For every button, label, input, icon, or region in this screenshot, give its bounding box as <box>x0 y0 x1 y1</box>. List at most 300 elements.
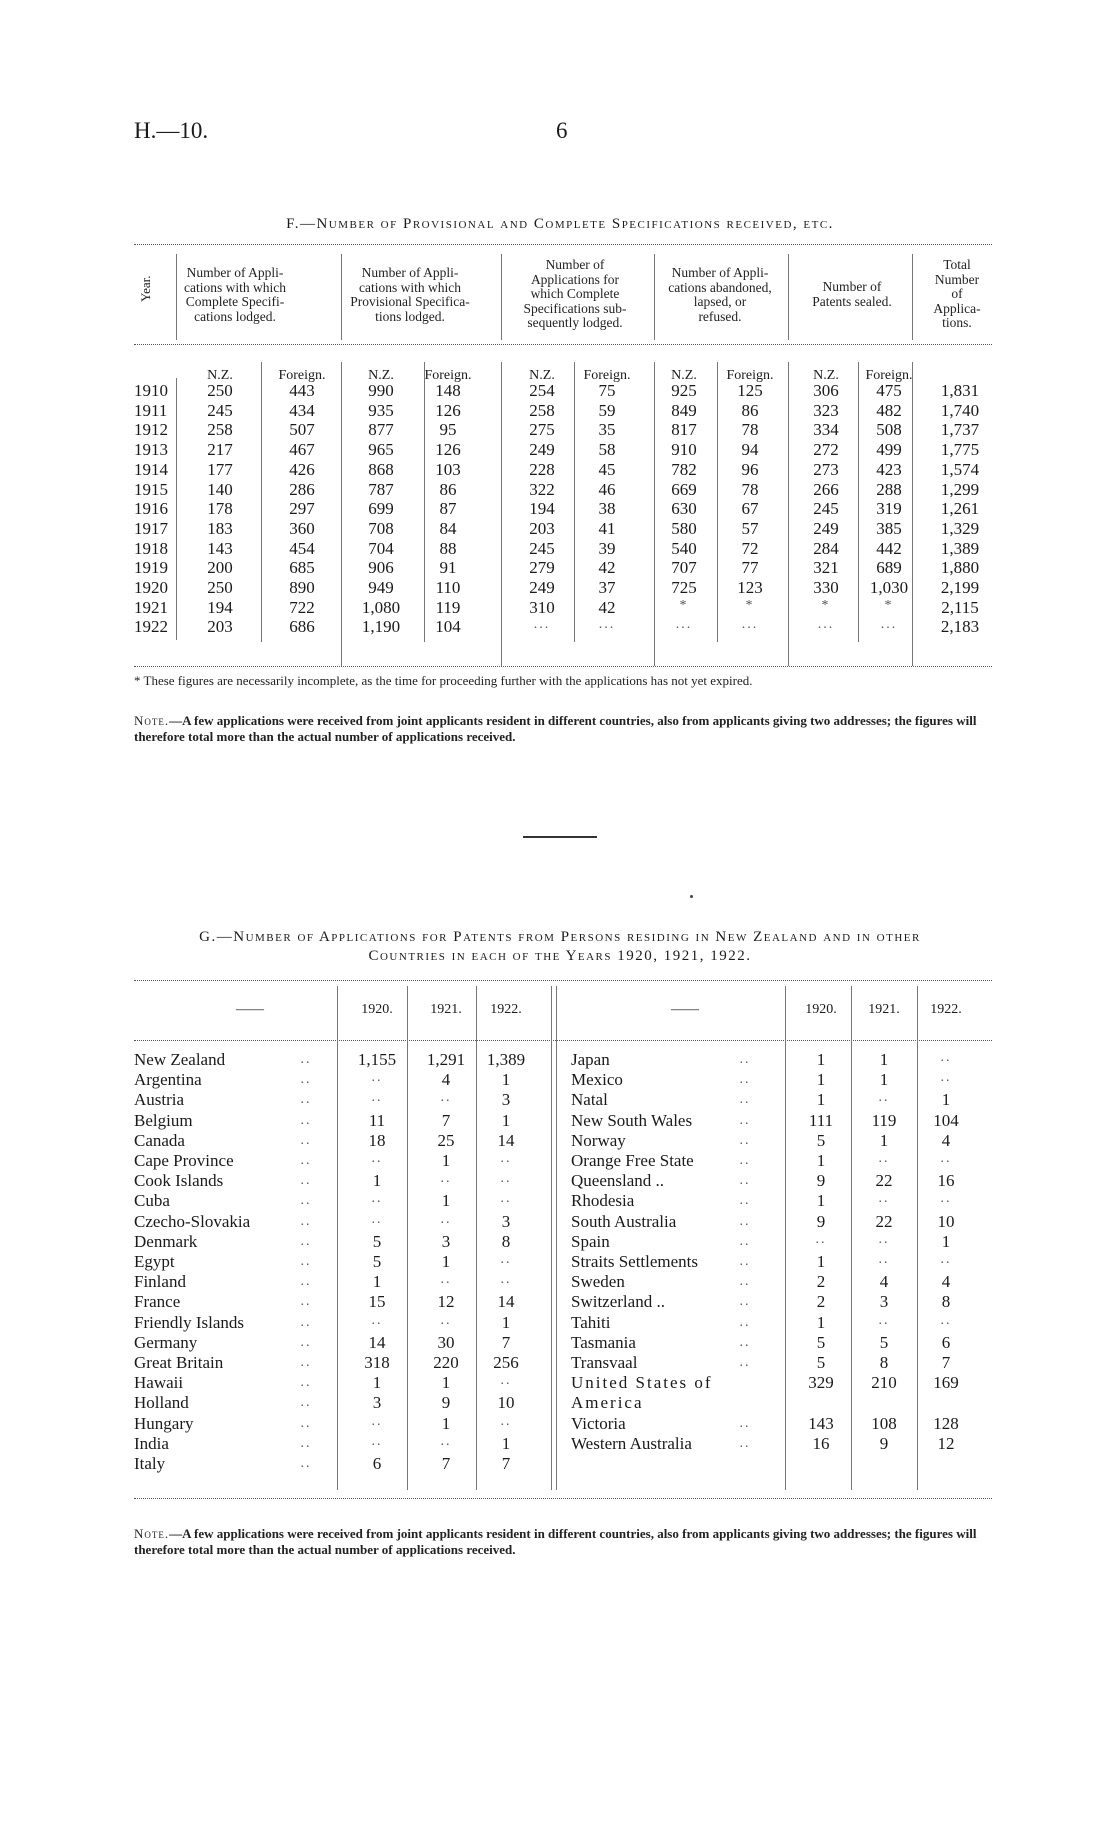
table-cell: 2,115 <box>941 597 979 617</box>
table-cell: 910 <box>671 440 697 460</box>
table-cell: 111 <box>808 1110 834 1130</box>
table-cell: 1,030 <box>869 578 909 597</box>
table-cell: 4 <box>941 1272 951 1292</box>
country-name: Switzerland .. <box>571 1292 665 1312</box>
leader-dots: .. <box>300 1294 312 1310</box>
table-cell: 78 <box>741 479 759 499</box>
table-cell: .. <box>440 1171 452 1187</box>
column-rule <box>424 362 425 642</box>
leader-dots: .. <box>300 1233 312 1249</box>
table-cell: .. <box>940 1252 952 1267</box>
table-cell: 143 <box>808 1413 834 1433</box>
table-cell: 249 <box>529 440 555 460</box>
country-name: Hungary <box>134 1413 194 1433</box>
table-cell: 1 <box>816 1252 826 1271</box>
table-cell: .. <box>500 1191 512 1207</box>
table-cell: ... <box>598 617 616 633</box>
table-cell: 178 <box>207 499 233 519</box>
column-rule <box>556 986 557 1490</box>
table-cell: 250 <box>207 578 233 597</box>
country-name: Norway <box>571 1130 626 1150</box>
table-cell: 2,199 <box>940 578 980 597</box>
table-f-footnote: * These figures are necessarily incomplete, as the time for proceeding further with the applications has not yet expired. <box>134 673 753 688</box>
leader-dots: .. <box>739 1173 751 1189</box>
table-cell: * <box>745 597 755 613</box>
table-cell: 91 <box>439 558 457 578</box>
table-cell: 3 <box>879 1292 889 1312</box>
speck <box>690 895 693 898</box>
table-cell: 7 <box>501 1332 511 1352</box>
table-cell: 580 <box>671 518 697 538</box>
table-f-bottom-rule <box>134 666 992 667</box>
table-cell: 245 <box>207 400 233 420</box>
table-cell: 288 <box>876 479 902 499</box>
table-cell: 685 <box>289 558 315 578</box>
table-cell: .. <box>371 1151 383 1166</box>
table-cell: 4 <box>879 1272 889 1292</box>
country-name: Natal <box>571 1090 608 1110</box>
table-cell: 59 <box>598 400 616 420</box>
table-cell: 443 <box>289 381 315 400</box>
country-name: New Zealand <box>134 1050 226 1069</box>
table-cell: 210 <box>871 1373 897 1393</box>
table-cell: 708 <box>368 518 394 538</box>
leader-dots: .. <box>300 1355 312 1370</box>
section-divider <box>523 836 597 838</box>
table-cell: 67 <box>741 499 759 519</box>
table-cell: .. <box>940 1070 952 1086</box>
table-cell: 22 <box>875 1171 893 1191</box>
table-cell: .. <box>940 1312 952 1328</box>
leader-dots: .. <box>300 1072 312 1088</box>
year-header: 1922. <box>930 1002 962 1017</box>
table-cell: 4 <box>941 1130 951 1150</box>
table-g-head-rule <box>134 1040 992 1041</box>
country-name: Tahiti <box>571 1312 611 1332</box>
column-rule <box>858 362 859 642</box>
table-cell: 722 <box>289 597 315 617</box>
table-cell: 1,389 <box>940 538 980 558</box>
table-f-title: F.—Number of Provisional and Complete Specifications received, etc. <box>286 216 834 232</box>
table-cell: 3 <box>501 1211 511 1231</box>
table-cell: 949 <box>368 578 394 597</box>
leader-dots: .. <box>300 1112 312 1128</box>
table-cell: 1 <box>879 1050 889 1069</box>
table-cell: 58 <box>598 440 616 460</box>
column-rule <box>788 362 789 666</box>
column-rule <box>551 986 552 1490</box>
table-cell: .. <box>440 1272 452 1288</box>
leader-dots: .. <box>739 1294 751 1310</box>
table-cell: 306 <box>813 381 839 400</box>
col-header-total: Total Number of Applica- tions. <box>933 257 981 330</box>
table-cell: 1,155 <box>357 1050 397 1069</box>
table-cell: 2 <box>816 1292 826 1312</box>
table-cell: 3 <box>441 1231 451 1251</box>
table-cell: .. <box>878 1191 890 1207</box>
table-cell: 72 <box>741 538 759 558</box>
table-cell: 1 <box>816 1090 826 1110</box>
table-cell: 14 <box>497 1292 515 1312</box>
table-cell: 256 <box>493 1353 519 1372</box>
table-cell: 1 <box>816 1191 826 1211</box>
table-cell: 258 <box>207 420 233 440</box>
table-cell: 203 <box>207 617 233 637</box>
table-cell: ... <box>675 617 693 633</box>
table-cell: .. <box>878 1231 890 1247</box>
table-cell: 1 <box>816 1312 826 1332</box>
table-cell: 1 <box>372 1171 382 1191</box>
table-cell: 7 <box>501 1454 511 1473</box>
table-cell: 220 <box>433 1353 459 1372</box>
table-cell: 699 <box>368 499 394 519</box>
table-cell: 1 <box>816 1050 826 1069</box>
country-name: Friendly Islands <box>134 1312 245 1332</box>
table-cell: 334 <box>813 420 839 440</box>
table-g-note <box>134 1526 992 1558</box>
table-cell: 86 <box>741 400 759 420</box>
table-f-top-rule <box>134 244 992 245</box>
table-cell: 217 <box>207 440 233 460</box>
table-cell: .. <box>371 1090 383 1106</box>
table-cell: 284 <box>813 538 839 558</box>
table-cell: ... <box>817 617 835 633</box>
table-cell: 258 <box>529 400 555 420</box>
table-cell: * <box>884 597 894 613</box>
table-cell: 126 <box>435 400 461 420</box>
table-cell: 1 <box>441 1413 451 1433</box>
table-cell: 385 <box>876 518 902 538</box>
table-cell: 104 <box>933 1110 959 1130</box>
table-row-year: 1911 <box>134 400 168 420</box>
table-cell: .. <box>440 1312 452 1328</box>
table-cell: 508 <box>876 420 902 440</box>
table-cell: 322 <box>529 479 555 499</box>
table-cell: 9 <box>441 1393 451 1413</box>
table-cell: 110 <box>435 578 461 597</box>
table-cell: .. <box>500 1252 512 1267</box>
sub-header-foreign: Foreign. <box>424 368 472 383</box>
table-cell: 194 <box>207 597 233 617</box>
leader-dots: .. <box>300 1415 312 1431</box>
table-cell: 87 <box>439 499 457 519</box>
table-cell: .. <box>371 1191 383 1207</box>
table-cell: 1 <box>816 1151 826 1170</box>
table-cell: 272 <box>813 440 839 460</box>
column-rule <box>341 254 342 340</box>
table-cell: 148 <box>435 381 461 400</box>
column-rule <box>717 362 718 642</box>
country-name: Mexico <box>571 1070 623 1090</box>
table-cell: 84 <box>439 518 457 538</box>
table-cell: 266 <box>813 479 839 499</box>
table-cell: 5 <box>372 1231 382 1251</box>
leader-dots: .. <box>300 1193 312 1209</box>
country-name: Spain <box>571 1231 610 1251</box>
table-row-year: 1910 <box>134 381 168 400</box>
year-header: 1921. <box>430 1002 462 1017</box>
table-cell: 275 <box>529 420 555 440</box>
table-cell: 1,880 <box>940 558 980 578</box>
table-cell: 1,831 <box>940 381 980 400</box>
country-name: Western Australia <box>571 1433 692 1453</box>
table-cell: 273 <box>813 459 839 479</box>
table-cell: 16 <box>937 1171 955 1191</box>
table-cell: 41 <box>598 518 616 538</box>
table-cell: 6 <box>372 1454 382 1473</box>
table-cell: 6 <box>941 1332 951 1352</box>
table-cell: 426 <box>289 459 315 479</box>
table-cell: 906 <box>368 558 394 578</box>
column-rule <box>476 986 477 1490</box>
table-cell: 686 <box>289 617 315 637</box>
table-cell: 2 <box>816 1272 826 1292</box>
leader-dots: .. <box>300 1314 312 1330</box>
column-rule <box>912 362 913 666</box>
table-cell: 2,183 <box>940 617 980 637</box>
table-cell: 245 <box>813 499 839 519</box>
table-cell: 360 <box>289 518 315 538</box>
leader-dots: .. <box>300 1153 312 1168</box>
table-cell: 143 <box>207 538 233 558</box>
year-header: Year. <box>138 275 153 302</box>
table-cell: 45 <box>598 459 616 479</box>
table-cell: 1 <box>941 1090 951 1110</box>
leader-dots: .. <box>300 1375 312 1391</box>
column-rule <box>341 362 342 666</box>
leader-dots: .. <box>300 1435 312 1451</box>
table-row-year: 1914 <box>134 459 168 479</box>
column-rule <box>501 254 502 340</box>
leader-dots: .. <box>739 1435 751 1451</box>
table-cell: 194 <box>529 499 555 519</box>
table-cell: 30 <box>437 1332 455 1352</box>
table-cell: 249 <box>813 518 839 538</box>
table-cell: 119 <box>435 597 461 617</box>
note-text: —A few applications were received from joint applicants resident in different countries, also from applicants giving two addresses; the figures will therefore total more than the actual number of applications received. <box>134 1526 977 1557</box>
table-cell: 12 <box>437 1292 455 1312</box>
table-cell: 10 <box>937 1211 955 1231</box>
sub-header-nz: N.Z. <box>529 368 555 383</box>
table-row-year: 1920 <box>134 578 168 597</box>
table-row-year: 1921 <box>134 597 168 617</box>
table-cell: 787 <box>368 479 394 499</box>
country-name: Canada <box>134 1130 185 1150</box>
table-cell: 423 <box>876 459 902 479</box>
leader-dots: .. <box>739 1334 751 1350</box>
table-cell: 9 <box>816 1211 826 1231</box>
table-cell: 77 <box>741 558 759 578</box>
country-name: Italy <box>134 1454 166 1473</box>
table-cell: 1,190 <box>361 617 401 637</box>
leader-dots: .. <box>739 1052 751 1067</box>
table-cell: 442 <box>876 538 902 558</box>
table-cell: 704 <box>368 538 394 558</box>
table-cell: 1,261 <box>940 499 980 519</box>
column-rule <box>917 986 918 1490</box>
table-row-year: 1922 <box>134 617 168 637</box>
country-name: Transvaal <box>571 1353 638 1372</box>
col-header-abandoned: Number of Appli- cations abandoned, lapsed, or refused. <box>668 265 772 324</box>
table-cell: 123 <box>737 578 763 597</box>
table-cell: ... <box>741 617 759 633</box>
table-cell: 119 <box>871 1110 897 1130</box>
table-cell: 1 <box>501 1070 511 1090</box>
table-cell: 297 <box>289 499 315 519</box>
table-cell: 707 <box>671 558 697 578</box>
table-cell: 35 <box>598 420 616 440</box>
table-cell: ... <box>533 617 551 633</box>
table-row-year: 1916 <box>134 499 168 519</box>
sub-header-foreign: Foreign. <box>865 368 913 383</box>
country-name: South Australia <box>571 1211 677 1231</box>
table-cell: .. <box>500 1373 512 1389</box>
country-name: Orange Free State <box>571 1151 694 1170</box>
table-cell: .. <box>371 1312 383 1328</box>
table-cell: 890 <box>289 578 315 597</box>
table-cell: * <box>679 597 689 613</box>
table-cell: 1 <box>941 1231 951 1251</box>
table-cell: 1 <box>372 1272 382 1292</box>
table-cell: 94 <box>741 440 759 460</box>
country-name: Hawaii <box>134 1373 184 1393</box>
table-cell: 1 <box>372 1373 382 1393</box>
country-name: Tasmania <box>571 1332 636 1352</box>
leader-dots: .. <box>739 1072 751 1088</box>
table-cell: 7 <box>441 1454 451 1473</box>
table-cell: 22 <box>875 1211 893 1231</box>
table-cell: 42 <box>598 597 616 617</box>
table-cell: .. <box>440 1211 452 1227</box>
table-cell: 25 <box>437 1130 455 1150</box>
table-cell: 323 <box>813 400 839 420</box>
table-row-year: 1912 <box>134 420 168 440</box>
table-row-year: 1913 <box>134 440 168 460</box>
leader-dots: .. <box>300 1456 312 1471</box>
table-cell: 18 <box>368 1130 386 1150</box>
country-name: Japan <box>571 1050 610 1069</box>
leader-dots: .. <box>739 1415 751 1431</box>
country-name: Czecho-Slovakia <box>134 1211 251 1231</box>
table-cell: 14 <box>368 1332 386 1352</box>
table-cell: 1,389 <box>486 1050 526 1069</box>
table-cell: 1 <box>501 1433 511 1453</box>
column-rule <box>654 254 655 340</box>
leader-dots: .. <box>739 1233 751 1249</box>
table-cell: 200 <box>207 558 233 578</box>
table-cell: .. <box>878 1151 890 1166</box>
column-rule <box>574 362 575 642</box>
table-cell: 321 <box>813 558 839 578</box>
note-label: Note. <box>134 713 170 728</box>
table-row-year: 1918 <box>134 538 168 558</box>
table-cell: 86 <box>439 479 457 499</box>
table-cell: 725 <box>671 578 697 597</box>
table-cell: 1 <box>501 1110 511 1130</box>
note-text: —A few applications were received from joint applicants resident in different countries, also from applicants giving two addresses; the figures will therefore total more than the actual number of applications received. <box>134 713 977 744</box>
table-cell: 1,080 <box>361 597 401 617</box>
table-cell: 540 <box>671 538 697 558</box>
table-g-top-rule <box>134 980 992 981</box>
leader-dots: .. <box>739 1213 751 1229</box>
table-cell: 990 <box>368 381 394 400</box>
table-g-title-line1: G.—Number of Applications for Patents from Persons residing in New Zealand and in other <box>199 929 921 945</box>
table-cell: 5 <box>816 1353 826 1372</box>
table-cell: 108 <box>871 1413 897 1433</box>
country-name: India <box>134 1433 169 1453</box>
country-name: Great Britain <box>134 1353 224 1372</box>
table-cell: 669 <box>671 479 697 499</box>
leader-dots: .. <box>300 1254 312 1269</box>
table-cell: 475 <box>876 381 902 400</box>
table-cell: 39 <box>598 538 616 558</box>
leader-dots: .. <box>739 1254 751 1269</box>
table-cell: 318 <box>364 1353 390 1372</box>
table-cell: .. <box>371 1211 383 1227</box>
sub-header-foreign: Foreign. <box>726 368 774 383</box>
table-cell: 849 <box>671 400 697 420</box>
table-cell: 1,299 <box>940 479 980 499</box>
table-cell: .. <box>500 1171 512 1187</box>
table-f-head-rule <box>134 344 992 345</box>
year-header: 1921. <box>868 1002 900 1017</box>
country-name: United States of America <box>571 1373 713 1413</box>
country-name: New South Wales <box>571 1110 693 1130</box>
table-cell: 46 <box>598 479 616 499</box>
table-cell: 4 <box>441 1070 451 1090</box>
table-cell: 78 <box>741 420 759 440</box>
table-g-right-dash: —— <box>671 1002 699 1017</box>
year-header: 1920. <box>361 1002 393 1017</box>
table-cell: 1,737 <box>940 420 980 440</box>
table-cell: 245 <box>529 538 555 558</box>
table-cell: 5 <box>816 1130 826 1150</box>
table-cell: .. <box>500 1272 512 1288</box>
table-cell: 103 <box>435 459 461 479</box>
table-cell: 319 <box>876 499 902 519</box>
table-cell: 88 <box>439 538 457 558</box>
table-cell: 183 <box>207 518 233 538</box>
country-name: Victoria <box>571 1413 626 1433</box>
table-cell: 499 <box>876 440 902 460</box>
table-cell: 782 <box>671 459 697 479</box>
leader-dots: .. <box>739 1274 751 1290</box>
country-name: Egypt <box>134 1252 175 1271</box>
table-cell: 1,740 <box>940 400 980 420</box>
table-cell: 16 <box>812 1433 830 1453</box>
table-cell: 96 <box>741 459 759 479</box>
column-rule <box>654 362 655 666</box>
table-cell: .. <box>371 1433 383 1449</box>
table-cell: 1 <box>441 1373 451 1393</box>
column-rule <box>912 254 913 340</box>
country-name: Straits Settlements <box>571 1252 699 1271</box>
table-cell: 454 <box>289 538 315 558</box>
table-cell: .. <box>940 1050 952 1065</box>
table-cell: 310 <box>529 597 555 617</box>
table-cell: 1 <box>816 1070 826 1090</box>
table-cell: 254 <box>529 381 555 400</box>
table-g-title-line2: Countries in each of the Years 1920, 1921, 1922. <box>368 948 752 964</box>
table-cell: 1 <box>441 1252 451 1271</box>
table-cell: 817 <box>671 420 697 440</box>
col-header-subsequent: Number of Applications for which Complete Specifications sub- sequently lodged. <box>523 257 627 330</box>
leader-dots: .. <box>300 1092 312 1108</box>
column-rule <box>261 362 262 642</box>
country-name: Cook Islands <box>134 1171 224 1191</box>
sub-header-nz: N.Z. <box>368 368 394 383</box>
column-rule <box>176 378 177 640</box>
